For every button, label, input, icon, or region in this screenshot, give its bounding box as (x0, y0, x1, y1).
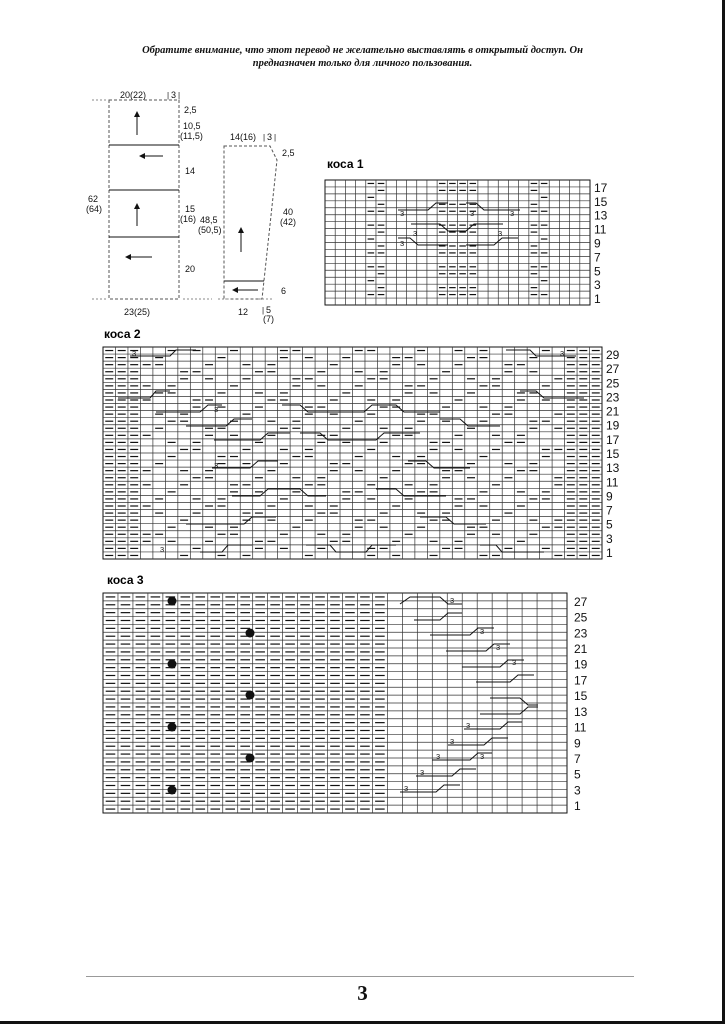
chart-3-symbol: 3 (512, 658, 517, 667)
chart-1-symbol: 3 (498, 229, 503, 238)
page-number: 3 (357, 981, 368, 1005)
chart-2-symbol: 3 (214, 461, 219, 470)
sleeve-increase-alt: (7) (263, 314, 274, 324)
row-label: 23 (606, 390, 620, 405)
row-label: 3 (594, 278, 601, 293)
row-label: 25 (606, 376, 620, 391)
chart-3-symbol: 3 (496, 643, 501, 652)
row-label: 17 (594, 180, 608, 195)
row-label: 7 (606, 503, 613, 518)
back-seg1-alt: (11,5) (180, 131, 203, 141)
chart-2-grid (103, 347, 602, 559)
row-label: 11 (594, 222, 607, 237)
chart-kosa-3 (103, 573, 588, 813)
row-label: 13 (574, 704, 588, 719)
row-label: 25 (574, 610, 588, 625)
row-label: 3 (574, 783, 581, 798)
chart-3-symbol: 3 (450, 596, 455, 605)
row-label: 17 (574, 673, 588, 688)
sleeve-top-width: 14(16) (230, 132, 257, 142)
chart-1-symbol: 3 (400, 239, 405, 248)
bobble-stitch (168, 723, 177, 732)
bobble-stitch (246, 691, 255, 700)
row-label: 7 (594, 250, 601, 265)
bobble-stitch (246, 754, 255, 763)
back-bottom-width: 23(25) (124, 307, 151, 317)
svg-text:|: | (167, 91, 170, 100)
chart-2-symbol: 3 (132, 349, 137, 358)
sleeve-top-height: 2,5 (282, 148, 295, 158)
chart-3-symbol: 3 (480, 627, 485, 636)
row-label: 23 (574, 626, 588, 641)
svg-text:|: | (263, 133, 266, 142)
notice-line-2: предназначен только для личного пользования. (252, 58, 473, 69)
back-total-length: 62 (88, 194, 99, 204)
back-seg3: 15 (185, 204, 196, 214)
chart-1-grid (325, 180, 590, 305)
chart-kosa-1 (325, 157, 608, 306)
chart-3-title: коса 3 (107, 573, 144, 587)
bobble-stitch (168, 597, 177, 606)
back-seg4: 20 (185, 264, 196, 274)
back-body-length-alt: (50,5) (198, 225, 222, 235)
chart-3-symbol: 3 (450, 737, 455, 746)
row-label: 13 (594, 208, 608, 223)
sleeve-length-alt: (42) (280, 217, 297, 227)
notice-line-1: Обратите внимание, что этот перевод не желательно выставлять в открытый доступ. Он (142, 45, 583, 56)
chart-1-symbol: 3 (400, 209, 405, 218)
chart-2-symbol: 3 (160, 545, 165, 554)
row-label: 29 (606, 348, 620, 363)
row-label: 1 (594, 292, 601, 307)
sleeve-schematic (218, 132, 296, 324)
chart-2-symbol: 3 (560, 349, 565, 358)
chart-3-symbol: 3 (466, 721, 471, 730)
row-label: 3 (606, 531, 613, 546)
row-label: 19 (574, 657, 588, 672)
row-label: 11 (574, 720, 587, 735)
chart-kosa-2 (103, 327, 620, 560)
svg-text:|: | (178, 91, 181, 100)
sleeve-cuff: 6 (281, 286, 287, 296)
row-label: 27 (574, 594, 588, 609)
chart-2-row-labels (606, 348, 620, 560)
row-label: 5 (594, 264, 601, 279)
chart-2-cables (118, 350, 584, 552)
chart-1-symbol: 3 (470, 209, 475, 218)
chart-3-cables (400, 597, 538, 792)
chart-1-cables (398, 203, 520, 245)
chart-1-title: коса 1 (327, 157, 364, 171)
row-label: 9 (574, 736, 581, 751)
row-label: 17 (606, 432, 620, 447)
row-label: 15 (574, 689, 588, 704)
chart-3-bobbles (168, 597, 255, 795)
row-label: 11 (606, 475, 619, 490)
chart-3-symbol: 3 (420, 768, 425, 777)
chart-3-symbol: 3 (480, 752, 485, 761)
bobble-stitch (168, 660, 177, 669)
svg-text:|: | (262, 306, 265, 315)
back-shoulder: 2,5 (184, 105, 197, 115)
back-seg3-alt: (16) (180, 214, 197, 224)
row-label: 9 (594, 236, 601, 251)
sleeve-length: 40 (283, 207, 294, 217)
chart-3-row-labels (574, 595, 588, 813)
bobble-stitch (246, 629, 255, 638)
row-label: 1 (574, 799, 581, 814)
sleeve-increase: 5 (266, 305, 272, 315)
row-label: 1 (606, 545, 613, 560)
back-top-width: 20(22) (120, 90, 147, 100)
row-label: 5 (606, 517, 613, 532)
row-label: 5 (574, 767, 581, 782)
svg-text:|: | (274, 133, 277, 142)
chart-3-grid (103, 593, 567, 813)
back-seg2: 14 (185, 166, 196, 176)
row-label: 13 (606, 461, 620, 476)
sleeve-top-offset: 3 (267, 132, 273, 142)
back-total-length-alt: (64) (86, 204, 103, 214)
chart-1-symbol: 3 (413, 229, 418, 238)
back-seg1: 10,5 (183, 121, 201, 131)
footer-divider (86, 976, 634, 977)
row-label: 21 (606, 404, 620, 419)
row-label: 15 (594, 194, 608, 209)
chart-3-symbol: 3 (436, 752, 441, 761)
chart-3-symbol: 3 (404, 784, 409, 793)
chart-2-title: коса 2 (104, 327, 141, 341)
bobble-stitch (168, 786, 177, 795)
row-label: 7 (574, 752, 581, 766)
chart-2-symbol: 3 (214, 405, 219, 414)
back-body-length: 48,5 (200, 215, 218, 225)
back-neck-offset: 3 (171, 90, 177, 100)
sleeve-bottom-width: 12 (238, 307, 249, 317)
chart-1-symbol: 3 (510, 209, 515, 218)
row-label: 15 (606, 447, 620, 461)
row-label: 21 (574, 642, 588, 656)
chart-1-row-labels (594, 181, 608, 306)
row-label: 19 (606, 418, 620, 433)
row-label: 27 (606, 362, 620, 377)
back-schematic (86, 90, 222, 317)
row-label: 9 (606, 489, 613, 504)
